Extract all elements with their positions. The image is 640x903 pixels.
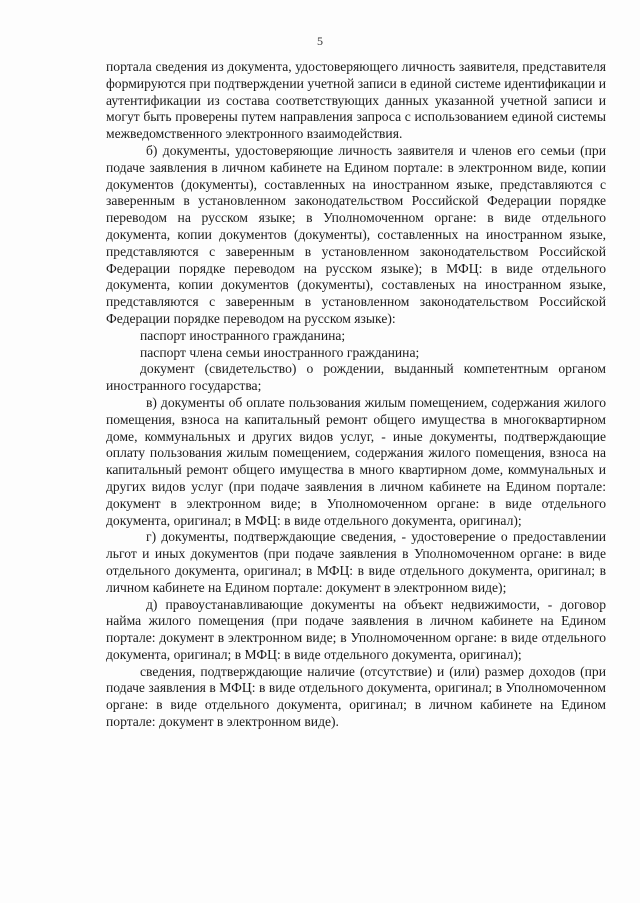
paragraph-portal-info: портала сведения из документа, удостоверяющего личность заявителя, представителя формируются при подтверждении учетной записи в единой системе идентификации и аутентификации из состава соответствующих данных указанной учетной записи и могут быть проверены путем направления запроса с использованием единой системы межведомственного электронного взаимодействия. (106, 59, 606, 142)
paragraph-item-b: б) документы, удостоверяющие личность заявителя и членов его семьи (при подаче заявления в личном кабинете на Едином портале: в электронном виде, копии документов (документы), составленных на иностранном языке, представляются с заверенным в установленном законодательством Российской Федерации порядке переводом на русском языке; в Уполномоченном органе: в виде отдельного документа, копии документов (документы), составленных на иностранном языке, представляются с заверенным в установленном законодательством Российской Федерации порядке переводом на русском языке); в МФЦ: в виде отдельного документа, копии документов (документы), составленых на иностранном языке, представляются с заверенным в установленном законодательством Российской Федерации порядке переводом на русском языке): (106, 142, 606, 326)
paragraph-item-g: г) документы, подтверждающие сведения, - удостоверение о предоставлении льгот и иных документов (при подаче заявления в Уполномоченном органе: в виде отдельного документа, оригинал; в МФЦ: в виде отдельного документа, оригинал; в личном кабинете на Едином портале: документ в электронном виде); (106, 529, 606, 595)
paragraph-item-v: в) документы об оплате пользования жилым помещением, содержания жилого помещения, взноса на капитальный ремонт общего имущества в многоквартирном доме, коммунальных и других видов услуг, - иные документы, подтверждающие оплату пользования жилым помещением, содержания жилого помещения, взноса на капитальный ремонт общего имущества в много квартирном доме, коммунальных и других видов услуг (при подаче заявления в личном кабинете на Едином портале: документ в электронном виде; в Уполномоченном органе: в виде отдельного документа, оригинал; в МФЦ: в виде отдельного документа, оригинал); (106, 394, 606, 528)
list-item-birth-certificate: документ (свидетельство) о рождении, выданный компетентным органом иностранного государства; (106, 361, 606, 394)
list-item-family-passport: паспорт члена семьи иностранного гражданина; (140, 344, 420, 360)
paragraph-income-info: сведения, подтверждающие наличие (отсутствие) и (или) размер доходов (при подаче заявления в МФЦ: в виде отдельного документа, оригинал; в Уполномоченном органе: в виде отдельного документа, оригинал; в личном кабинете на Едином портале: документ в электронном виде). (106, 663, 606, 730)
list-item-passport: паспорт иностранного гражданина; (140, 327, 346, 343)
paragraph-item-d: д) правоустанавливающие документы на объект недвижимости, - договор найма жилого помещения (при подаче заявления в личном кабинете на Едином портале: документ в электронном виде; в Уполномоченном органе: в виде отдельного документа, оригинал; в МФЦ: в виде отдельного документа, оригинал); (106, 596, 606, 662)
document-body (106, 59, 606, 731)
page-number: 5 (317, 34, 323, 48)
